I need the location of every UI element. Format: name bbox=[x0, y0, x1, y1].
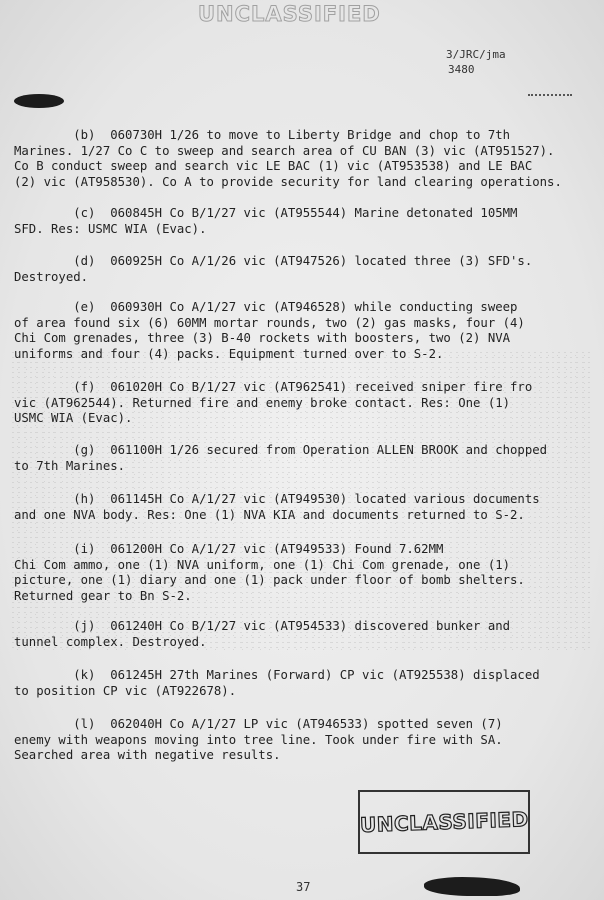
classification-stamp-bottom bbox=[358, 790, 530, 854]
page-number: 37 bbox=[296, 880, 311, 894]
scan-mark bbox=[528, 94, 572, 101]
entry-j: (j) 061240H Co B/1/27 vic (AT954533) discovered bunker and tunnel complex. Destroyed. bbox=[14, 619, 511, 649]
classification-stamp-text: UNCLASSIFIED bbox=[359, 807, 529, 837]
entry-g: (g) 061100H 1/26 secured from Operation ALLEN BROOK and chopped to 7th Marines. bbox=[14, 443, 548, 473]
entry-l: (l) 062040H Co A/1/27 LP vic (AT946533) spotted seven (7) enemy with weapons moving into tree line. Took under fire with SA. Searched area with negative results. bbox=[14, 717, 503, 762]
ink-blot bbox=[424, 877, 520, 896]
entry-k: (k) 061245H 27th Marines (Forward) CP vic (AT925538) displaced to position CP vic (AT922678). bbox=[14, 668, 540, 698]
entry-c: (c) 060845H Co B/1/27 vic (AT955544) Marine detonated 105MM SFD. Res: USMC WIA (Evac). bbox=[14, 206, 518, 236]
reference-number: 3480 bbox=[448, 63, 475, 76]
classification-stamp-top: UNCLASSIFIED bbox=[198, 2, 381, 26]
entry-h: (h) 061145H Co A/1/27 vic (AT949530) located various documents and one NVA body. Res: One (1) NVA KIA and documents returned to S-2. bbox=[14, 492, 540, 522]
entry-f: (f) 061020H Co B/1/27 vic (AT962541) received sniper fire fro vic (AT962544). Returned fire and enemy broke contact. Res: One (1) USMC WIA (Evac). bbox=[14, 380, 533, 425]
entry-b: (b) 060730H 1/26 to move to Liberty Bridge and chop to 7th Marines. 1/27 Co C to sweep and search area of CU BAN (3) vic (AT951527). Co B conduct sweep and search vic LE BAC (1) vic (AT953538) and LE BAC (2) vic (AT958530). Co A to provide security for land clearing operations. bbox=[14, 128, 562, 189]
entry-i: (i) 061200H Co A/1/27 vic (AT949533) Found 7.62MM Chi Com ammo, one (1) NVA uniform, one (1) Chi Com grenade, one (1) picture, one (1) diary and one (1) pack under floor of bomb shelters. Returned gear to Bn S-2. bbox=[14, 542, 525, 603]
entry-d: (d) 060925H Co A/1/26 vic (AT947526) located three (3) SFD's. Destroyed. bbox=[14, 254, 533, 284]
redaction-blot bbox=[14, 94, 64, 108]
entry-e: (e) 060930H Co A/1/27 vic (AT946528) while conducting sweep of area found six (6) 60MM mortar rounds, two (2) gas masks, four (4) Chi Com grenades, three (3) B-40 rockets with boosters, two (2) NVA uniforms and four (4) packs. Equipment turned over to S-2. bbox=[14, 300, 525, 361]
reference-code: 3/JRC/jma bbox=[446, 48, 506, 61]
